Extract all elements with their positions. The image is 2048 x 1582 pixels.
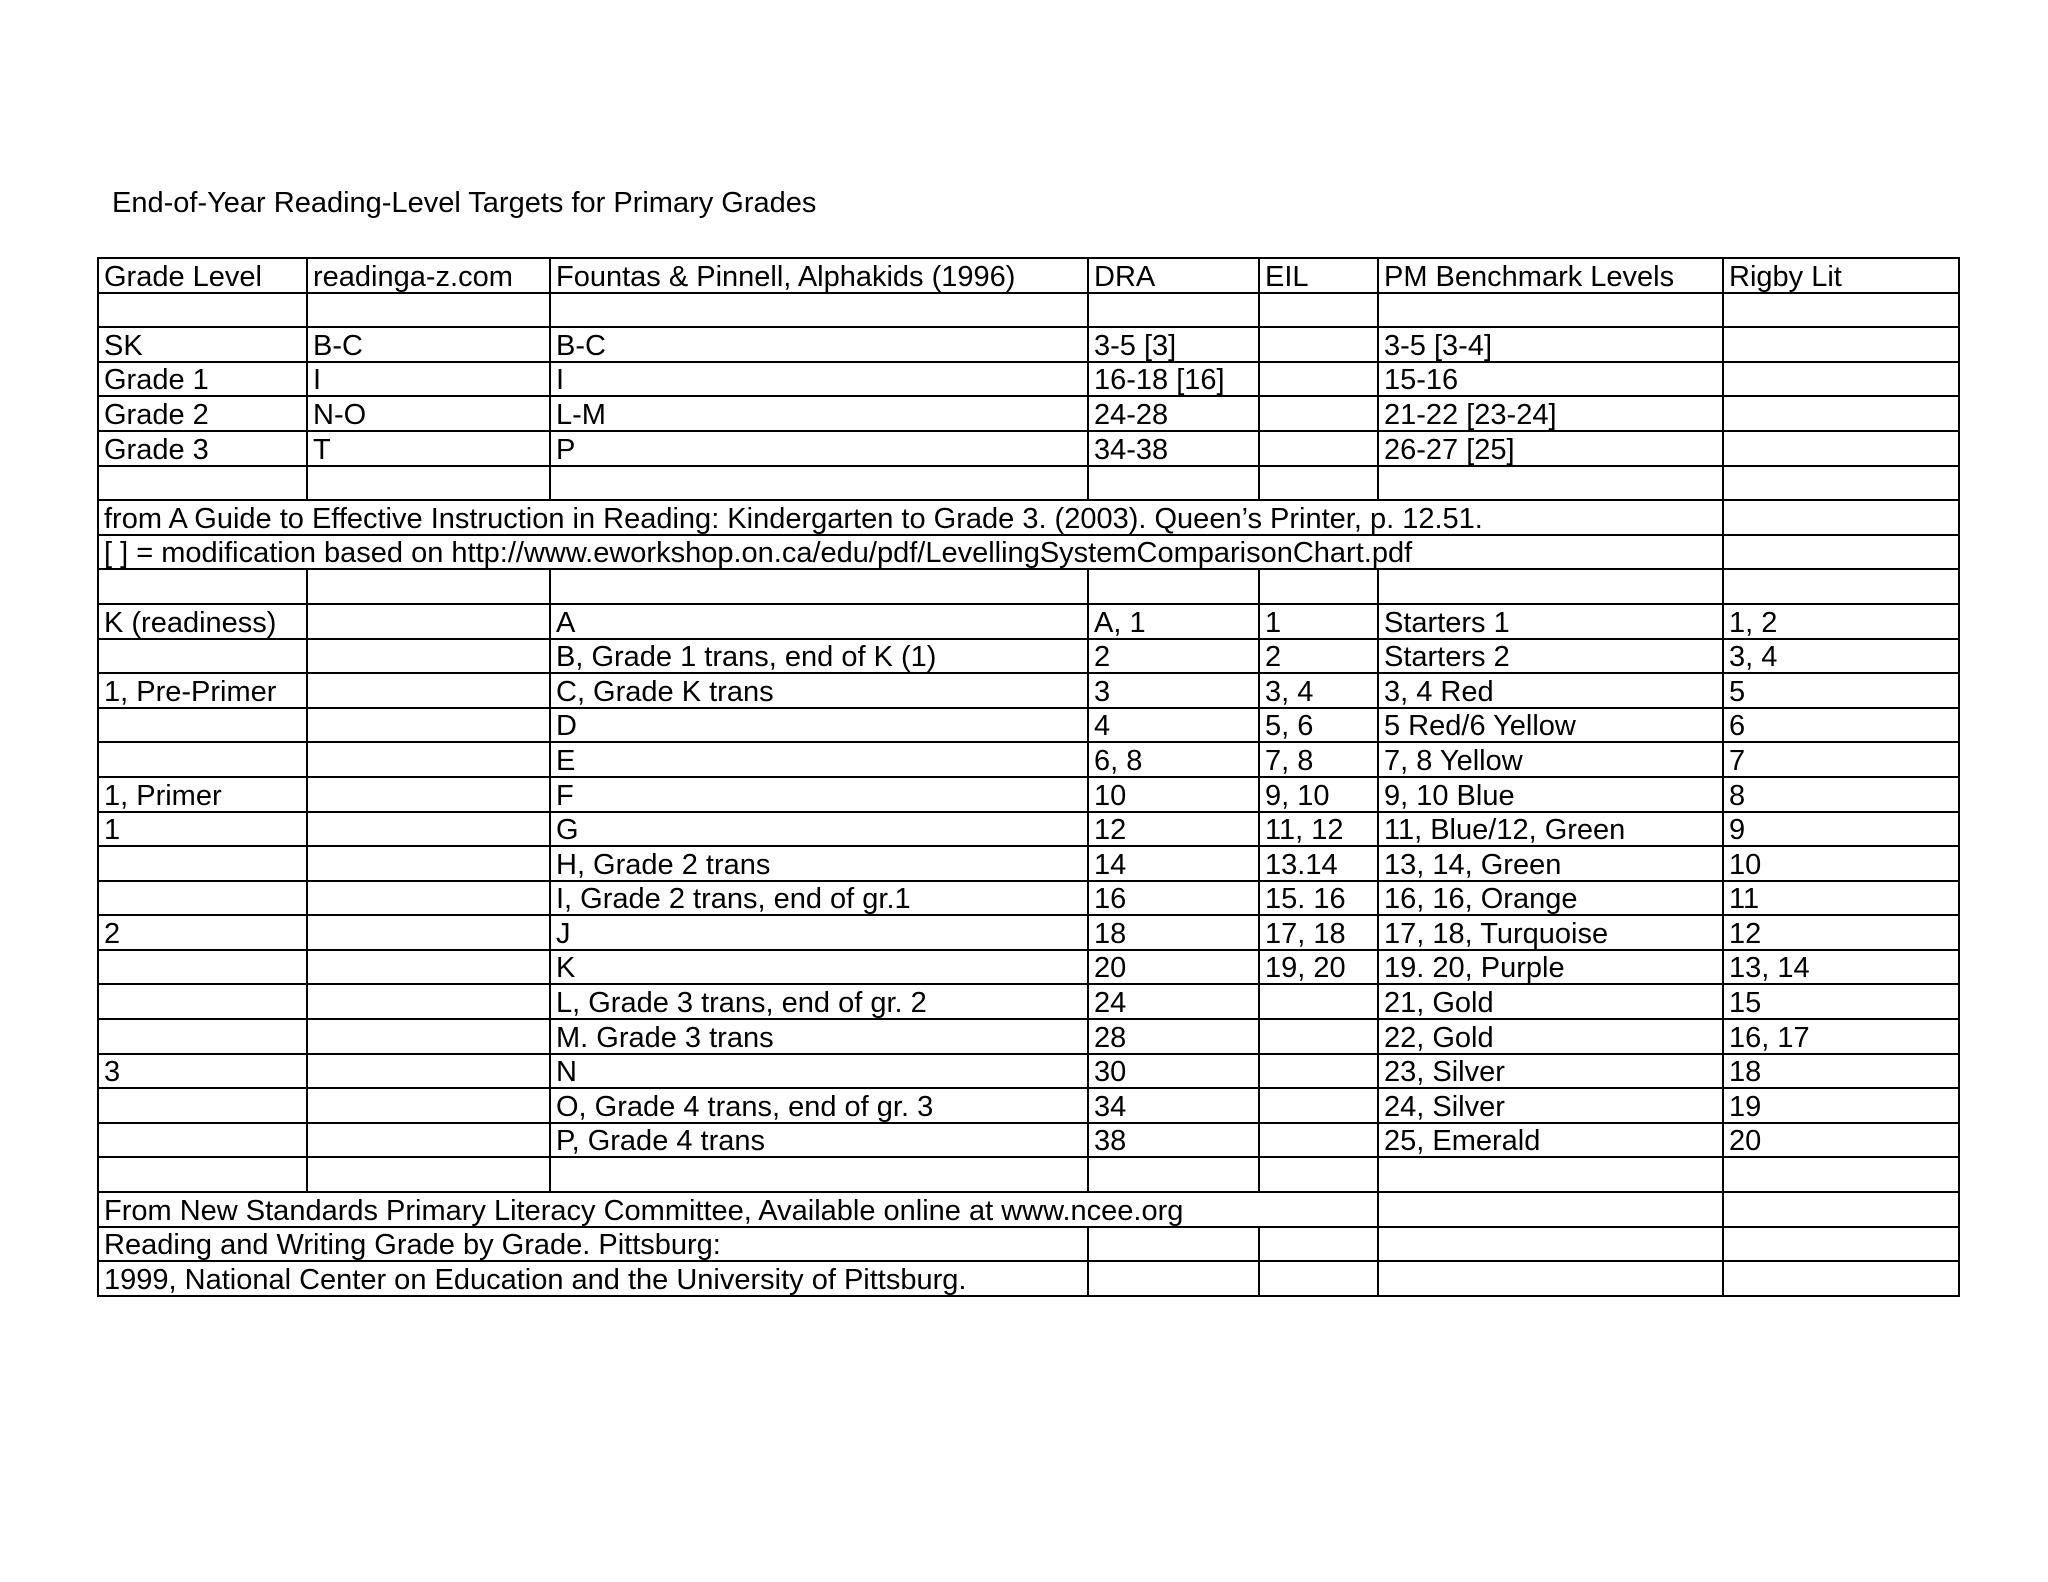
table-cell: 13, 14: [1723, 950, 1959, 985]
table-cell: [307, 604, 550, 639]
column-header: readinga-z.com: [307, 258, 550, 293]
empty-cell: [1259, 1261, 1378, 1296]
table-cell: Starters 2: [1378, 639, 1723, 674]
table-row: [98, 1019, 1959, 1054]
table-cell: A: [550, 604, 1088, 639]
table-cell: 16, 16, Orange: [1378, 881, 1723, 916]
table-cell: 24-28: [1088, 396, 1259, 431]
table-row: [98, 881, 1959, 916]
table-cell: 5 Red/6 Yellow: [1378, 708, 1723, 743]
table-cell: [307, 708, 550, 743]
table-cell: [1259, 1054, 1378, 1089]
blank-row: [98, 569, 1959, 604]
table-cell: SK: [98, 327, 307, 362]
table-cell: 22, Gold: [1378, 1019, 1723, 1054]
table-cell: 6: [1723, 708, 1959, 743]
empty-cell: [1378, 1227, 1723, 1262]
table-row: [98, 396, 1959, 431]
table-cell: 34: [1088, 1088, 1259, 1123]
blank-row: [98, 466, 1959, 501]
table-cell: 2: [98, 915, 307, 950]
table-cell: [307, 812, 550, 847]
empty-cell: [1259, 1157, 1378, 1192]
table-cell: 1: [98, 812, 307, 847]
source-note-row: [98, 500, 1959, 535]
table-cell: 3, 4: [1723, 639, 1959, 674]
table-cell: [1259, 984, 1378, 1019]
column-header: DRA: [1088, 258, 1259, 293]
table-row: [98, 708, 1959, 743]
table-row: [98, 431, 1959, 466]
table-cell: 12: [1088, 812, 1259, 847]
source-note-row: [98, 1227, 1959, 1262]
table-cell: 12: [1723, 915, 1959, 950]
table-cell: [98, 1088, 307, 1123]
empty-cell: [1378, 1261, 1723, 1296]
table-cell: 20: [1723, 1123, 1959, 1158]
empty-cell: [1723, 1261, 1959, 1296]
empty-cell: [1259, 293, 1378, 328]
table-cell: B-C: [550, 327, 1088, 362]
table-cell: 3: [98, 1054, 307, 1089]
empty-cell: [1723, 500, 1959, 535]
table-cell: I, Grade 2 trans, end of gr.1: [550, 881, 1088, 916]
header-row: [98, 258, 1959, 293]
table-row: [98, 673, 1959, 708]
table-cell: 25, Emerald: [1378, 1123, 1723, 1158]
table-cell: 20: [1088, 950, 1259, 985]
empty-cell: [98, 1157, 307, 1192]
table-cell: 11, Blue/12, Green: [1378, 812, 1723, 847]
empty-cell: [1378, 293, 1723, 328]
table-cell: [307, 1054, 550, 1089]
column-header: Rigby Lit: [1723, 258, 1959, 293]
table-cell: B-C: [307, 327, 550, 362]
table-cell: F: [550, 777, 1088, 812]
source-note: Reading and Writing Grade by Grade. Pittsburg:: [98, 1227, 1088, 1262]
table-cell: 24, Silver: [1378, 1088, 1723, 1123]
table-cell: [1259, 1088, 1378, 1123]
table-cell: B, Grade 1 trans, end of K (1): [550, 639, 1088, 674]
table-cell: I: [307, 362, 550, 397]
table-cell: 10: [1723, 846, 1959, 881]
table-cell: 18: [1088, 915, 1259, 950]
table-row: [98, 1054, 1959, 1089]
source-note: [ ] = modification based on http://www.eworkshop.on.ca/edu/pdf/LevellingSystemComparisonChart.pdf: [98, 535, 1723, 570]
table-cell: D: [550, 708, 1088, 743]
table-cell: 17, 18: [1259, 915, 1378, 950]
table-cell: 1, 2: [1723, 604, 1959, 639]
table-cell: 7: [1723, 742, 1959, 777]
empty-cell: [550, 293, 1088, 328]
table-cell: Starters 1: [1378, 604, 1723, 639]
table-cell: [98, 984, 307, 1019]
table-cell: P: [550, 431, 1088, 466]
empty-cell: [1723, 535, 1959, 570]
document-title: End-of-Year Reading-Level Targets for Primary Grades: [112, 187, 817, 219]
table-cell: [1723, 396, 1959, 431]
table-cell: 13, 14, Green: [1378, 846, 1723, 881]
empty-cell: [1088, 1261, 1259, 1296]
table-cell: [307, 639, 550, 674]
empty-cell: [1723, 1227, 1959, 1262]
table-cell: 5: [1723, 673, 1959, 708]
empty-cell: [550, 569, 1088, 604]
table-cell: 3, 4 Red: [1378, 673, 1723, 708]
table-cell: O, Grade 4 trans, end of gr. 3: [550, 1088, 1088, 1123]
table-cell: 21, Gold: [1378, 984, 1723, 1019]
table-row: [98, 950, 1959, 985]
table-cell: H, Grade 2 trans: [550, 846, 1088, 881]
empty-cell: [1378, 1192, 1723, 1227]
empty-cell: [550, 466, 1088, 501]
table-cell: [307, 1123, 550, 1158]
table-row: [98, 1088, 1959, 1123]
table-cell: M. Grade 3 trans: [550, 1019, 1088, 1054]
table-cell: 17, 18, Turquoise: [1378, 915, 1723, 950]
table-cell: N-O: [307, 396, 550, 431]
table-cell: 38: [1088, 1123, 1259, 1158]
table-cell: [307, 915, 550, 950]
table-cell: 24: [1088, 984, 1259, 1019]
table-cell: [1259, 1123, 1378, 1158]
empty-cell: [1378, 466, 1723, 501]
empty-cell: [1723, 466, 1959, 501]
empty-cell: [1723, 293, 1959, 328]
table-cell: 3-5 [3-4]: [1378, 327, 1723, 362]
empty-cell: [1088, 1227, 1259, 1262]
table-cell: [1723, 362, 1959, 397]
table-cell: 21-22 [23-24]: [1378, 396, 1723, 431]
table-cell: [1259, 431, 1378, 466]
table-cell: 13.14: [1259, 846, 1378, 881]
blank-row: [98, 1157, 1959, 1192]
table-cell: [1259, 362, 1378, 397]
table-cell: L, Grade 3 trans, end of gr. 2: [550, 984, 1088, 1019]
table-cell: [307, 984, 550, 1019]
table-cell: 3: [1088, 673, 1259, 708]
empty-cell: [1088, 293, 1259, 328]
table-cell: 11: [1723, 881, 1959, 916]
table-cell: [307, 950, 550, 985]
table-cell: [1259, 327, 1378, 362]
empty-cell: [1088, 569, 1259, 604]
table-cell: 1, Pre-Primer: [98, 673, 307, 708]
table-cell: 19. 20, Purple: [1378, 950, 1723, 985]
table-cell: [307, 742, 550, 777]
table-cell: 34-38: [1088, 431, 1259, 466]
table-cell: E: [550, 742, 1088, 777]
table-cell: T: [307, 431, 550, 466]
empty-cell: [307, 1157, 550, 1192]
table-row: [98, 777, 1959, 812]
table-cell: [98, 742, 307, 777]
table-cell: 2: [1088, 639, 1259, 674]
table-cell: 16, 17: [1723, 1019, 1959, 1054]
table-cell: [98, 1019, 307, 1054]
table-cell: 14: [1088, 846, 1259, 881]
empty-cell: [1259, 569, 1378, 604]
table-cell: [98, 950, 307, 985]
table-cell: P, Grade 4 trans: [550, 1123, 1088, 1158]
table-cell: L-M: [550, 396, 1088, 431]
empty-cell: [1378, 1157, 1723, 1192]
table-cell: 15: [1723, 984, 1959, 1019]
table-cell: 1, Primer: [98, 777, 307, 812]
table-cell: I: [550, 362, 1088, 397]
table-cell: [1259, 1019, 1378, 1054]
table-cell: G: [550, 812, 1088, 847]
table-row: [98, 742, 1959, 777]
table-cell: [98, 1123, 307, 1158]
table-cell: 16-18 [16]: [1088, 362, 1259, 397]
source-note-row: [98, 1261, 1959, 1296]
empty-cell: [98, 466, 307, 501]
source-note: from A Guide to Effective Instruction in Reading: Kindergarten to Grade 3. (2003). Queen’s Printer, p. 12.51.: [98, 500, 1723, 535]
column-header: PM Benchmark Levels: [1378, 258, 1723, 293]
table-cell: 9, 10 Blue: [1378, 777, 1723, 812]
table-row: [98, 846, 1959, 881]
table-row: [98, 915, 1959, 950]
empty-cell: [1088, 466, 1259, 501]
table-cell: A, 1: [1088, 604, 1259, 639]
table-cell: [98, 881, 307, 916]
table-cell: 7, 8 Yellow: [1378, 742, 1723, 777]
empty-cell: [307, 293, 550, 328]
table-cell: 9: [1723, 812, 1959, 847]
table-cell: 3-5 [3]: [1088, 327, 1259, 362]
empty-cell: [98, 569, 307, 604]
blank-row: [98, 293, 1959, 328]
table-cell: [307, 1019, 550, 1054]
table-cell: 8: [1723, 777, 1959, 812]
table-cell: [307, 881, 550, 916]
table-cell: C, Grade K trans: [550, 673, 1088, 708]
empty-cell: [1723, 1192, 1959, 1227]
table-cell: N: [550, 1054, 1088, 1089]
table-cell: Grade 3: [98, 431, 307, 466]
empty-cell: [307, 569, 550, 604]
table-cell: 28: [1088, 1019, 1259, 1054]
empty-cell: [1259, 466, 1378, 501]
table-cell: [98, 846, 307, 881]
table-row: [98, 604, 1959, 639]
empty-cell: [98, 293, 307, 328]
table-cell: 15. 16: [1259, 881, 1378, 916]
table-cell: 6, 8: [1088, 742, 1259, 777]
table-cell: J: [550, 915, 1088, 950]
empty-cell: [1723, 569, 1959, 604]
table-cell: 9, 10: [1259, 777, 1378, 812]
empty-cell: [550, 1157, 1088, 1192]
table-cell: 26-27 [25]: [1378, 431, 1723, 466]
table-cell: [307, 777, 550, 812]
table-cell: [307, 1088, 550, 1123]
table-cell: 16: [1088, 881, 1259, 916]
source-note: From New Standards Primary Literacy Committee, Available online at www.ncee.org: [98, 1192, 1378, 1227]
table-cell: 30: [1088, 1054, 1259, 1089]
table-cell: [307, 846, 550, 881]
table-cell: 19, 20: [1259, 950, 1378, 985]
table-cell: 5, 6: [1259, 708, 1378, 743]
table-cell: 4: [1088, 708, 1259, 743]
table-row: [98, 327, 1959, 362]
table-cell: 10: [1088, 777, 1259, 812]
table-row: [98, 639, 1959, 674]
table-row: [98, 1123, 1959, 1158]
table-cell: 15-16: [1378, 362, 1723, 397]
table-cell: [98, 708, 307, 743]
table-cell: 19: [1723, 1088, 1959, 1123]
table-cell: [98, 639, 307, 674]
table-cell: K (readiness): [98, 604, 307, 639]
empty-cell: [1378, 569, 1723, 604]
table-cell: 18: [1723, 1054, 1959, 1089]
table-cell: 1: [1259, 604, 1378, 639]
table-cell: [1723, 327, 1959, 362]
table-cell: 23, Silver: [1378, 1054, 1723, 1089]
table-cell: 2: [1259, 639, 1378, 674]
table-row: [98, 984, 1959, 1019]
column-header: Grade Level: [98, 258, 307, 293]
table-cell: Grade 1: [98, 362, 307, 397]
table-cell: 7, 8: [1259, 742, 1378, 777]
table-cell: [307, 673, 550, 708]
table-row: [98, 362, 1959, 397]
table-cell: [1723, 431, 1959, 466]
empty-cell: [1088, 1157, 1259, 1192]
table-cell: Grade 2: [98, 396, 307, 431]
table-cell: [1259, 396, 1378, 431]
table-row: [98, 812, 1959, 847]
source-note-row: [98, 1192, 1959, 1227]
empty-cell: [307, 466, 550, 501]
source-note: 1999, National Center on Education and the University of Pittsburg.: [98, 1261, 1088, 1296]
table-cell: K: [550, 950, 1088, 985]
table-cell: 3, 4: [1259, 673, 1378, 708]
column-header: Fountas & Pinnell, Alphakids (1996): [550, 258, 1088, 293]
source-note-row: [98, 535, 1959, 570]
reading-level-table: [97, 257, 1960, 1297]
table-cell: 11, 12: [1259, 812, 1378, 847]
empty-cell: [1259, 1227, 1378, 1262]
column-header: EIL: [1259, 258, 1378, 293]
empty-cell: [1723, 1157, 1959, 1192]
